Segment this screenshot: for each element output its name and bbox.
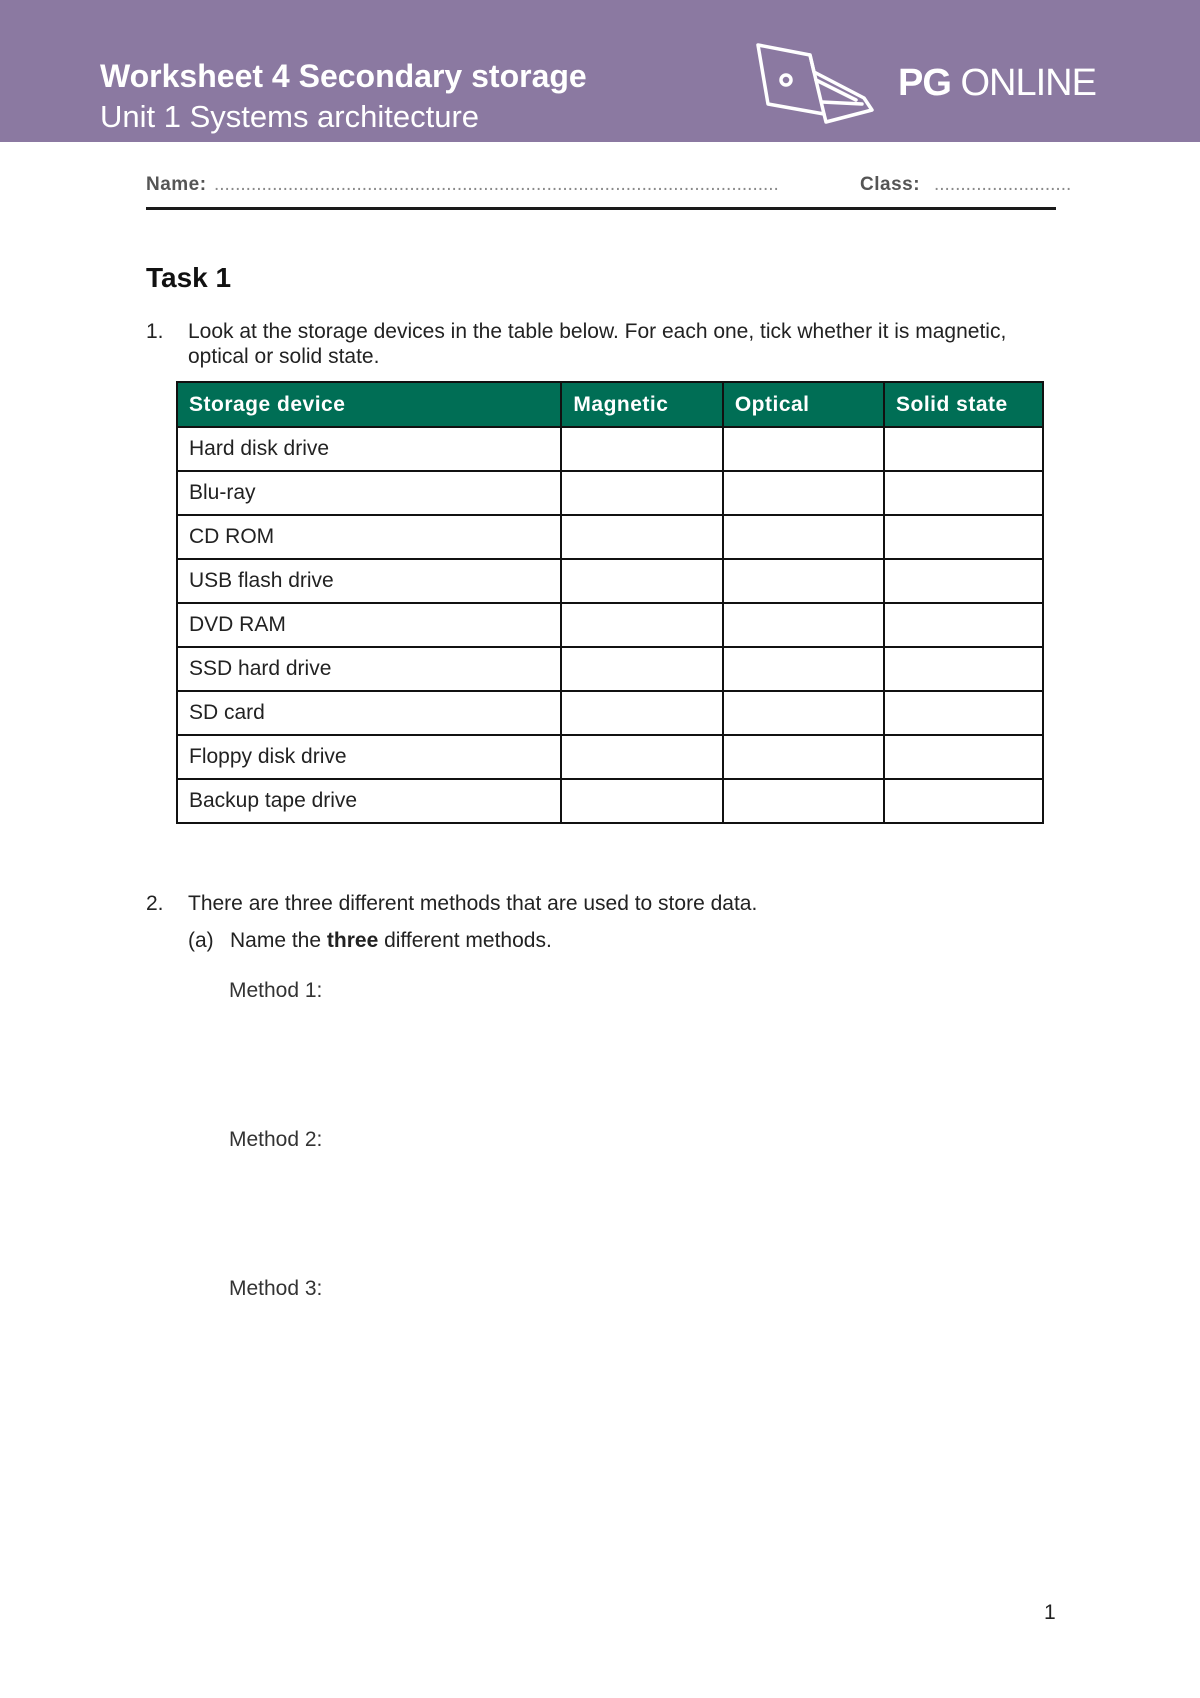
device-name: Blu-ray <box>177 471 561 515</box>
device-name: CD ROM <box>177 515 561 559</box>
optical-cell[interactable] <box>723 427 884 471</box>
solid-state-cell[interactable] <box>884 691 1043 735</box>
method-2-label: Method 2: <box>229 1128 323 1151</box>
class-field[interactable]: .......................... <box>934 174 1072 195</box>
header-banner <box>0 0 1200 142</box>
table-row <box>177 647 1043 691</box>
table-row <box>177 691 1043 735</box>
question-2a-text <box>230 928 552 953</box>
solid-state-cell[interactable] <box>884 471 1043 515</box>
device-name: DVD RAM <box>177 603 561 647</box>
solid-state-cell[interactable] <box>884 559 1043 603</box>
question-2-text: There are three different methods that are used to store data. <box>188 892 758 915</box>
solid-state-cell[interactable] <box>884 515 1043 559</box>
device-name: Backup tape drive <box>177 779 561 823</box>
table-row <box>177 427 1043 471</box>
question-2a-text-after: different methods. <box>378 929 552 952</box>
device-name: SSD hard drive <box>177 647 561 691</box>
question-1-line-2: optical or solid state. <box>188 345 380 368</box>
name-label: Name: <box>146 174 207 195</box>
question-2a-text-before: Name the <box>230 929 327 952</box>
magnetic-cell[interactable] <box>561 691 722 735</box>
page-number: 1 <box>1044 1601 1056 1624</box>
device-name: SD card <box>177 691 561 735</box>
optical-cell[interactable] <box>723 647 884 691</box>
solid-state-cell[interactable] <box>884 779 1043 823</box>
header-storage-device: Storage device <box>177 382 561 427</box>
method-1-label: Method 1: <box>229 979 323 1002</box>
solid-state-cell[interactable] <box>884 735 1043 779</box>
table-row <box>177 735 1043 779</box>
task-heading: Task 1 <box>146 262 232 293</box>
header-magnetic: Magnetic <box>561 382 722 427</box>
magnetic-cell[interactable] <box>561 735 722 779</box>
magnetic-cell[interactable] <box>561 515 722 559</box>
question-1-text <box>188 319 1006 369</box>
logo-brand-bold: PG <box>898 62 951 104</box>
divider <box>146 207 1056 210</box>
table-row <box>177 471 1043 515</box>
storage-device-table <box>176 381 1044 824</box>
name-field[interactable]: ........................................................................................................... <box>214 174 779 195</box>
table-row <box>177 779 1043 823</box>
optical-cell[interactable] <box>723 779 884 823</box>
question-1-line-1: Look at the storage devices in the table below. For each one, tick whether it is magnetic, <box>188 320 1007 343</box>
unit-subtitle: Unit 1 Systems architecture <box>100 99 480 134</box>
device-name: Hard disk drive <box>177 427 561 471</box>
question-2a-text-bold: three <box>326 929 379 952</box>
optical-cell[interactable] <box>723 691 884 735</box>
optical-cell[interactable] <box>723 515 884 559</box>
optical-cell[interactable] <box>723 559 884 603</box>
class-label: Class: <box>860 174 921 195</box>
solid-state-cell[interactable] <box>884 603 1043 647</box>
question-1-number: 1. <box>146 320 164 343</box>
magnetic-cell[interactable] <box>561 427 722 471</box>
header-solid-state: Solid state <box>884 382 1043 427</box>
logo-brand-regular: ONLINE <box>950 62 1096 104</box>
magnetic-cell[interactable] <box>561 471 722 515</box>
magnetic-cell[interactable] <box>561 603 722 647</box>
method-3-label: Method 3: <box>229 1277 323 1300</box>
magnetic-cell[interactable] <box>561 647 722 691</box>
device-name: USB flash drive <box>177 559 561 603</box>
header-optical: Optical <box>723 382 884 427</box>
worksheet-title: Worksheet 4 Secondary storage <box>100 58 587 94</box>
laptop-icon <box>752 42 886 126</box>
optical-cell[interactable] <box>723 603 884 647</box>
pg-online-logo <box>898 62 1096 105</box>
table-row <box>177 515 1043 559</box>
question-2-number: 2. <box>146 892 164 915</box>
magnetic-cell[interactable] <box>561 559 722 603</box>
magnetic-cell[interactable] <box>561 779 722 823</box>
table-row <box>177 559 1043 603</box>
table-header-row <box>177 382 1043 427</box>
table-row <box>177 603 1043 647</box>
question-2a-label: (a) <box>188 929 214 952</box>
device-name: Floppy disk drive <box>177 735 561 779</box>
optical-cell[interactable] <box>723 735 884 779</box>
optical-cell[interactable] <box>723 471 884 515</box>
solid-state-cell[interactable] <box>884 647 1043 691</box>
solid-state-cell[interactable] <box>884 427 1043 471</box>
